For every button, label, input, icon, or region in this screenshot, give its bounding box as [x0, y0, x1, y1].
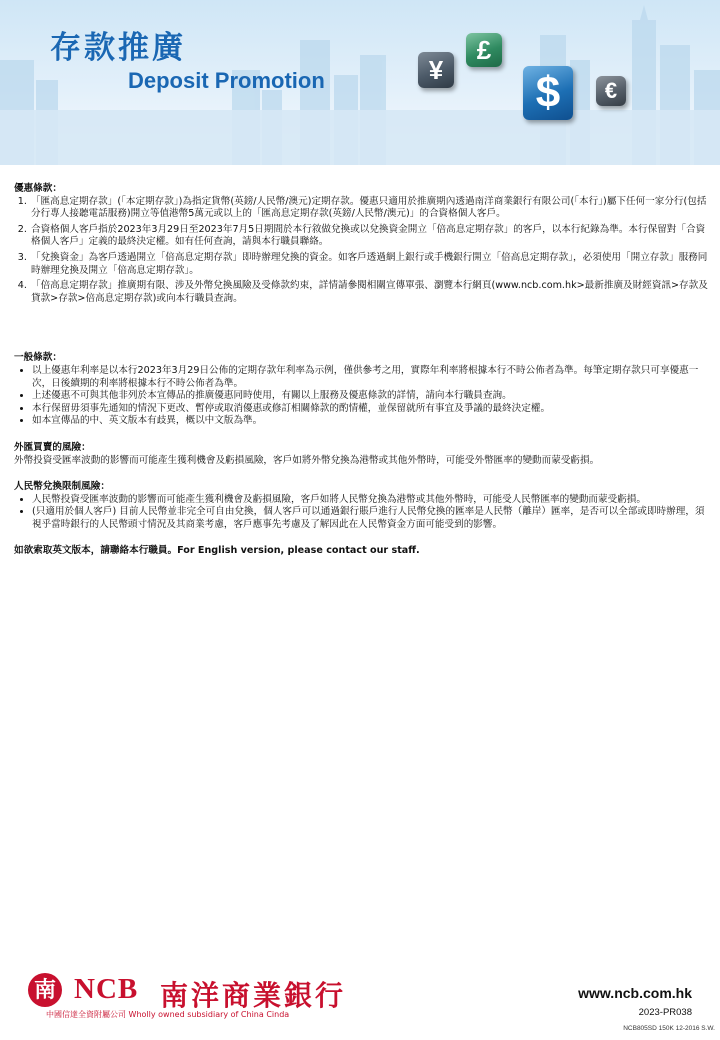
rmb-risk-item: • 人民幣投資受匯率波動的影響而可能產生獲利機會及虧損風險，客戶如將人民幣兌換為港幣或其他外幣時，可能受人民幣匯率的變動而蒙受虧損。 — [32, 494, 708, 507]
hero-banner — [0, 0, 720, 165]
general-term-item: • 如本宣傳品的中、英文版本有歧異，概以中文版為準。 — [32, 415, 708, 428]
fx-risk-text: 外幣投資受匯率波動的影響而可能產生獲利機會及虧損風險，客戶如將外幣兌換為港幣或其他外幣時，可能受外幣匯率的變動而蒙受虧損。 — [14, 454, 600, 466]
offer-term-item: 4. 「倍高息定期存款」推廣期有限、涉及外幣兌換風險及受條款約束，詳情請參閱相關宣傳單張、瀏覽本行網頁(www.ncb.com.hk>最新推廣及財經資訊>存款及貸款>存款>倍高息定期存款)或向本行職員查詢。 — [30, 280, 708, 305]
footer — [0, 965, 720, 1040]
fx-risk-heading: 外匯買賣的風險： — [14, 441, 91, 453]
promo-code: 2023-PR038 — [638, 1007, 692, 1018]
page-title-zh: 存款推廣 — [50, 30, 186, 66]
dollar-icon: $ — [523, 66, 573, 120]
english-version-note: 如欲索取英文版本，請聯絡本行職員。For English version, please contact our staff. — [14, 545, 420, 557]
yen-icon: ¥ — [418, 52, 454, 88]
form-code: NCB805SD 150K 12-2016 S.W. — [623, 1025, 715, 1032]
page-title-en: Deposit Promotion — [128, 68, 325, 93]
general-term-item: • 上述優惠不可與其他非列於本宣傳品的推廣優惠同時使用，有關以上服務及優惠條款的詳情，請向本行職員查詢。 — [32, 390, 708, 403]
terms-content — [14, 183, 708, 558]
offer-term-item: 3. 「兌換資金」為客戶透過開立「倍高息定期存款」即時辦理兌換的資金。如客戶透過網上銀行或手機銀行開立「倍高息定期存款」，必須使用「開立存款」服務同時辦理兌換及開立「倍高息定期存款」。 — [30, 252, 708, 277]
general-terms-list — [14, 365, 708, 428]
website-link[interactable]: www.ncb.com.hk — [578, 985, 692, 1001]
general-terms-heading: 一般條款： — [14, 352, 62, 364]
logo-text-en: NCB — [74, 973, 139, 1005]
subsidiary-note: 中國信達全資附屬公司 Wholly owned subsidiary of China Cinda — [46, 1010, 290, 1019]
euro-icon: € — [596, 76, 626, 106]
logo-text-zh: 南洋商業銀行 — [160, 979, 347, 1012]
general-term-item: • 以上優惠年利率是以本行2023年3月29日公佈的定期存款年利率為示例，僅供參考之用，實際年利率將根據本行不時公佈者為準。每筆定期存款只可享優惠一次，日後續期的利率將根據本行不時公佈者為準。 — [32, 365, 708, 390]
general-term-item: • 本行保留毋須事先通知的情況下更改、暫停或取消優惠或修訂相關條款的酌情權，並保留就所有事宜及爭議的最終決定權。 — [32, 403, 708, 416]
offer-terms-list — [14, 196, 708, 306]
ncb-logo-icon: 南 — [28, 973, 62, 1007]
offer-term-item: 1. 「匯高息定期存款」(「本定期存款」)為指定貨幣(英鎊/人民幣/澳元)定期存款。優惠只適用於推廣期內透過南洋商業銀行有限公司(「本行」)屬下任何一家分行(包括分行專人接聽電話服務)開立等值港幣5萬元或以上的「匯高息定期存款(英鎊/人民幣/澳元)」的合資格個人客戶。 — [30, 196, 708, 221]
pound-icon: £ — [466, 33, 502, 67]
rmb-risk-heading: 人民幣兌換限制風險： — [14, 481, 110, 493]
rmb-risk-list — [14, 494, 708, 532]
offer-terms-heading: 優惠條款： — [14, 183, 62, 194]
offer-term-item: 2. 合資格個人客戶指於2023年3月29日至2023年7月5日期間於本行敘做兌換或以兌換資金開立「倍高息定期存款」的客戶，以本行紀錄為準。本行保留對「合資格個人客戶」定義的最終決定權。如有任何查詢，請與本行職員聯絡。 — [30, 224, 708, 249]
rmb-risk-item: • (只適用於個人客戶) 目前人民幣並非完全可自由兌換，個人客戶可以通過銀行賬戶進行人民幣兌換的匯率是人民幣（離岸）匯率，是否可以全部或即時辦理，須視乎當時銀行的人民幣頭寸情況及其商業考慮，客戶應事先考慮及了解因此在人民幣資金方面可能受到的影響。 — [32, 506, 708, 531]
